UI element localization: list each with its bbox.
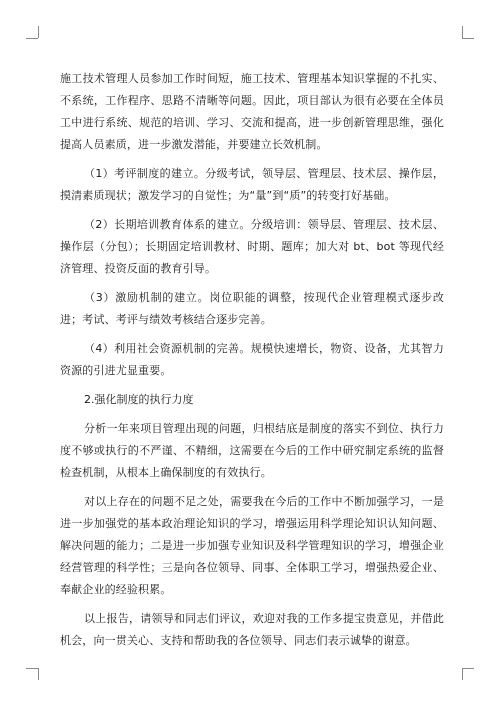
paragraph-analysis: 分析一年来项目管理出现的问题，归根结底是制度的落实不到位、执行力度不够或执行的不严谨、不精细，这需要在今后的工作中研究制定系统的监督检查机制，从根本上确保制度的有效执行。: [60, 422, 444, 479]
paragraph-item-1: （1）考评制度的建立。分级考试，领导层、管理层、技术层、操作层，摸清素质现状；激发学习的自觉性；为“量”到“质”的转变打好基础。: [60, 167, 444, 202]
crop-mark-top-left-v: [38, 26, 39, 38]
paragraph-item-4: （4）利用社会资源机制的完善。规模快速增长，物资、设备，尤其智力资源的引进尤显重要。: [60, 342, 444, 377]
paragraph-item-3: （3）激励机制的建立。岗位职能的调整，按现代企业管理模式逐步改进；考试、考评与绩效考核结合逐步完善。: [60, 291, 444, 326]
paragraph-improvement: 对以上存在的问题不足之处，需要我在今后的工作中不断加强学习，一是进一步加强党的基本政治理论知识的学习，增强运用科学理论知识认知问题、解决问题的能力；二是进一步加强专业知识及科学管理知识的学习，增强企业经营管理的科学性；三是向各位领导、同事、全体职工学习，增强热爱企业、奉献企业的经验积累。: [60, 495, 444, 596]
crop-mark-bottom-left-h: [26, 668, 38, 669]
crop-mark-bottom-left-v: [38, 668, 39, 680]
paragraph-continued: 施工技术管理人员参加工作时间短，施工技术、管理基本知识掌握的不扎实、不系统，工作程序、思路不清晰等问题。因此，项目部认为很有必要在全体员工中进行系统、规范的培训、学习、交流和提高，进一步创新管理思维，强化提高人员素质，进一步激发潜能，并要建立长效机制。: [60, 72, 444, 151]
crop-mark-bottom-right-h: [462, 668, 474, 669]
crop-mark-top-right-v: [462, 26, 463, 38]
crop-mark-top-right-h: [462, 38, 474, 39]
section-heading: 2.强化制度的执行力度: [84, 393, 194, 406]
paragraph-item-2: （2）长期培训教育体系的建立。分级培训：领导层、管理层、技术层、操作层（分包）；长期固定培训教材、时期、题库；加大对 bt、bot 等现代经济管理、投资反面的教育引导。: [60, 218, 444, 275]
crop-mark-top-left-h: [26, 38, 38, 39]
crop-mark-bottom-right-v: [462, 668, 463, 680]
document-body: [60, 68, 444, 659]
paragraph-closing: 以上报告，请领导和同志们评议，欢迎对我的工作多提宝贵意见，并借此机会，向一贯关心、支持和帮助我的各位领导、同志们表示诚挚的谢意。: [60, 612, 444, 647]
